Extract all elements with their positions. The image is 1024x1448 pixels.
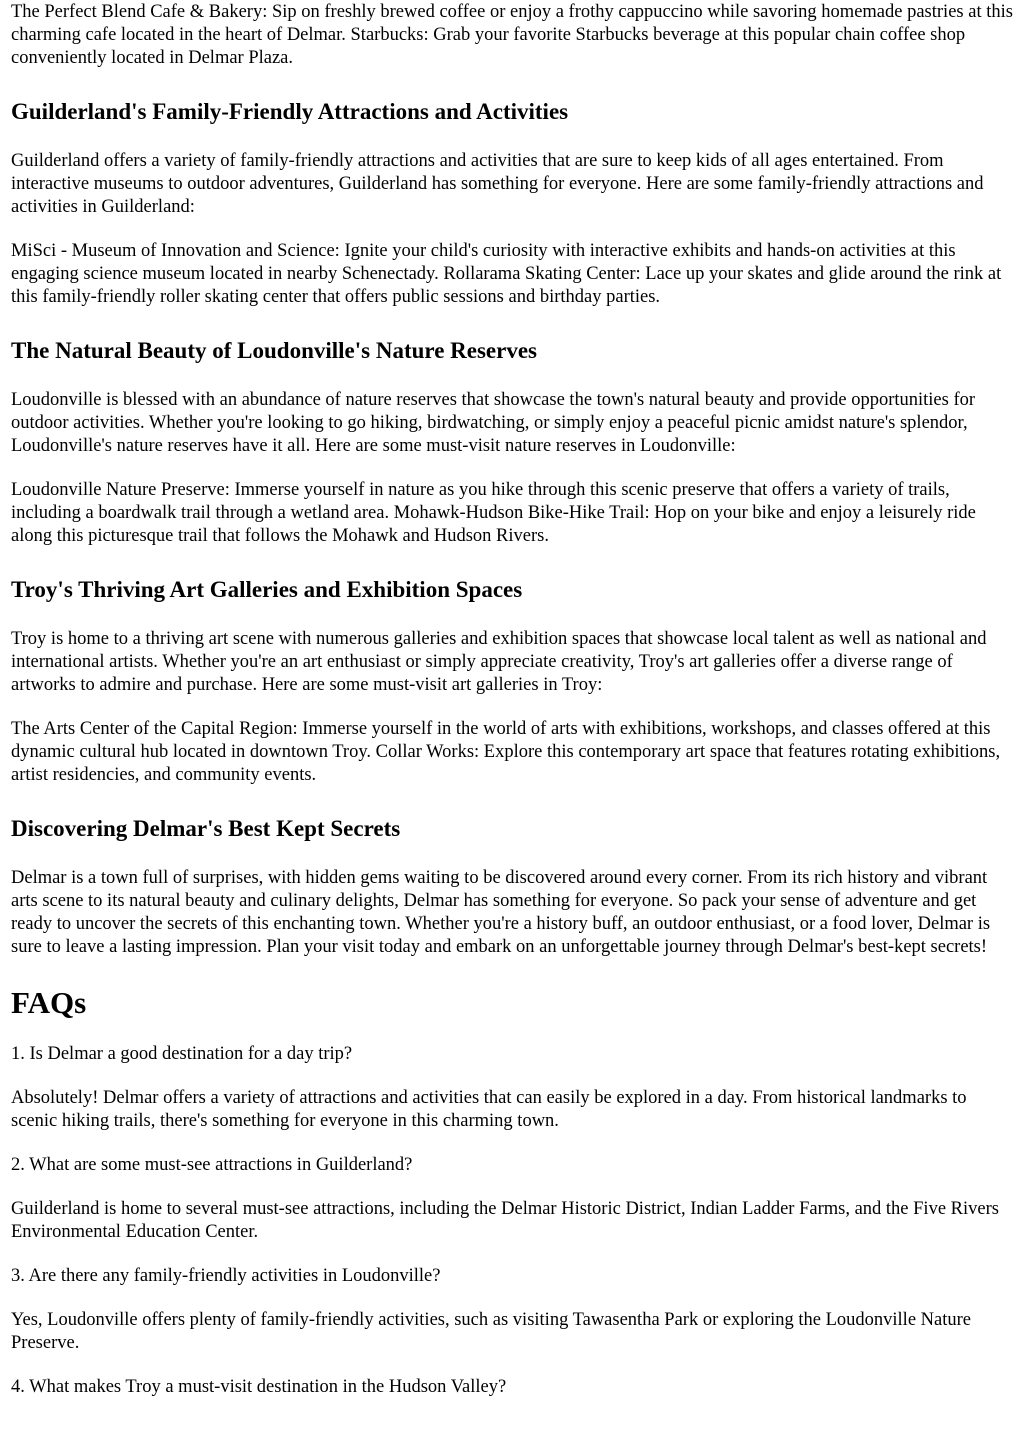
faq-question: 4. What makes Troy a must-visit destination in the Hudson Valley?: [11, 1377, 507, 1397]
faq-section: [11, 985, 1014, 1399]
section-heading: Discovering Delmar's Best Kept Secrets: [11, 816, 401, 841]
faq-answer: Yes, Loudonville offers plenty of family-friendly activities, such as visiting Tawasentha Park or exploring the Loudonville Nature Preserve.: [11, 1310, 971, 1353]
faq-answer: Guilderland is home to several must-see attractions, including the Delmar Historic District, Indian Ladder Farms, and the Five Rivers Environmental Education Center.: [11, 1199, 999, 1242]
section-paragraph: Loudonville is blessed with an abundance of nature reserves that showcase the town's natural beauty and provide opportunities for outdoor activities. Whether you're looking to go hiking, birdwatching, or simply enjoy a peaceful picnic amidst nature's splendor, Loudonville's nature reserves have it all. Here are some must-visit nature reserves in Loudonville:: [11, 390, 976, 456]
faq-question: 1. Is Delmar a good destination for a day trip?: [11, 1044, 353, 1064]
section-paragraph: Troy is home to a thriving art scene with numerous galleries and exhibition spaces that showcase local talent as well as national and international artists. Whether you're an art enthusiast or simply appreciate creativity, Troy's art galleries offer a diverse range of artworks to admire and purchase. Here are some must-visit art galleries in Troy:: [11, 629, 987, 695]
section-paragraph: MiSci - Museum of Innovation and Science: Ignite your child's curiosity with interactive exhibits and hands-on activities at this engaging science museum located in nearby Schenectady. Rollarama Skating Center: Lace up your skates and glide around the rink at this family-friendly roller skating center that offers public sessions and birthday parties.: [11, 241, 1002, 307]
intro-paragraph: The Perfect Blend Cafe & Bakery: Sip on freshly brewed coffee or enjoy a frothy cappuccino while savoring homemade pastries at this charming cafe located in the heart of Delmar. Starbucks: Grab your favorite Starbucks beverage at this popular chain coffee shop conveniently located in Delmar Plaza.: [11, 2, 1013, 68]
section-paragraph: Delmar is a town full of surprises, with hidden gems waiting to be discovered around every corner. From its rich history and vibrant arts scene to its natural beauty and culinary delights, Delmar has something for everyone. So pack your sense of adventure and get ready to uncover the secrets of this enchanting town. Whether you're a history buff, an outdoor enthusiast, or a food lover, Delmar is sure to leave a lasting impression. Plan your visit today and embark on an unforgettable journey through Delmar's best-kept secrets!: [11, 868, 991, 957]
section-heading: The Natural Beauty of Loudonville's Nature Reserves: [11, 338, 538, 363]
faq-heading: FAQs: [11, 985, 87, 1020]
section-troy: [11, 576, 1014, 787]
section-paragraph: The Arts Center of the Capital Region: Immerse yourself in the world of arts with exhibitions, workshops, and classes offered at this dynamic cultural hub located in downtown Troy. Collar Works: Explore this contemporary art space that features rotating exhibitions, artist residencies, and community events.: [11, 719, 1001, 785]
section-paragraph: Guilderland offers a variety of family-friendly attractions and activities that are sure to keep kids of all ages entertained. From interactive museums to outdoor adventures, Guilderland has something for everyone. Here are some family-friendly attractions and activities in Guilderland:: [11, 151, 984, 217]
section-loudonville: [11, 337, 1014, 548]
faq-question: 3. Are there any family-friendly activities in Loudonville?: [11, 1266, 441, 1286]
faq-question: 2. What are some must-see attractions in Guilderland?: [11, 1155, 413, 1175]
section-paragraph: Loudonville Nature Preserve: Immerse yourself in nature as you hike through this scenic preserve that offers a variety of trails, including a boardwalk trail through a wetland area. Mohawk-Hudson Bike-Hike Trail: Hop on your bike and enjoy a leisurely ride along this picturesque trail that follows the Mohawk and Hudson Rivers.: [11, 480, 976, 546]
article-content: [11, 0, 1014, 1420]
section-delmar: [11, 815, 1014, 959]
faq-answer: Absolutely! Delmar offers a variety of attractions and activities that can easily be explored in a day. From historical landmarks to scenic hiking trails, there's something for everyone in this charming town.: [11, 1088, 967, 1131]
faq-list: [11, 1043, 1014, 1399]
section-heading: Guilderland's Family-Friendly Attractions and Activities: [11, 99, 569, 124]
section-guilderland: [11, 98, 1014, 309]
section-heading: Troy's Thriving Art Galleries and Exhibition Spaces: [11, 577, 523, 602]
